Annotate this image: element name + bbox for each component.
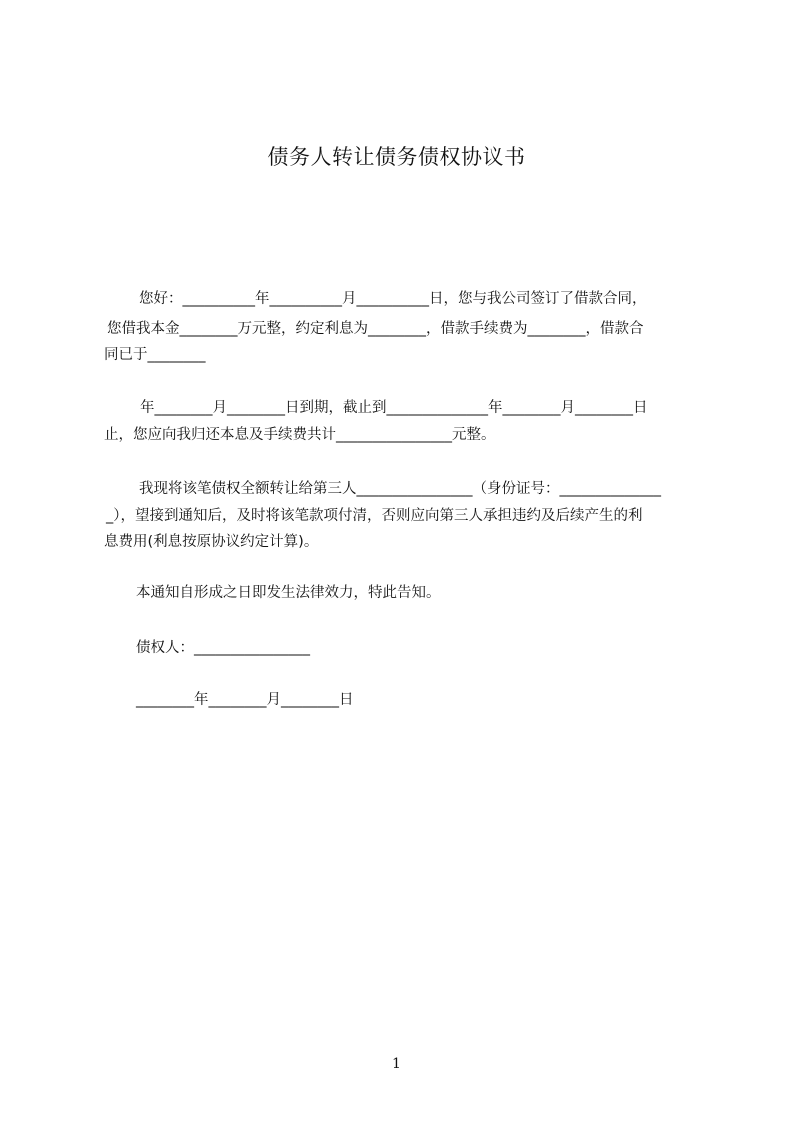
paragraph-legal-effect: 本通知自形成之日即发生法律效力，特此告知。 (136, 585, 441, 601)
paragraph-notice-line-1: 您好：__________年__________月__________日，您与我公司签订了借款合同， (139, 291, 647, 307)
signature-date-line: ________年________月________日 (136, 692, 354, 708)
paragraph-transfer-line-2: _），望接到通知后，及时将该笔款项付清，否则应向第三人承担违约及后续产生的利 (106, 508, 643, 524)
document-title: 债务人转让债务债权协议书 (267, 145, 526, 169)
paragraph-transfer-line-3: 息费用(利息按原协议约定计算)。 (104, 534, 319, 550)
paragraph-transfer-line-1: 我现将该笔债权全额转让给第三人________________（身份证号：______________ (139, 481, 661, 497)
paragraph-notice-line-3: 同已于________ (104, 347, 206, 363)
paragraph-due-date-line-1: 年________月________日到期，截止到______________年________月________日 (140, 400, 648, 416)
paragraph-notice-line-2: 您借我本金________万元整，约定利息为________，借款手续费为________，借款合 (107, 321, 644, 337)
paragraph-due-date-line-2: 止，您应向我归还本息及手续费共计________________元整。 (104, 427, 496, 443)
creditor-signature-line: 债权人：________________ (136, 640, 310, 656)
page-number: 1 (392, 1056, 401, 1072)
